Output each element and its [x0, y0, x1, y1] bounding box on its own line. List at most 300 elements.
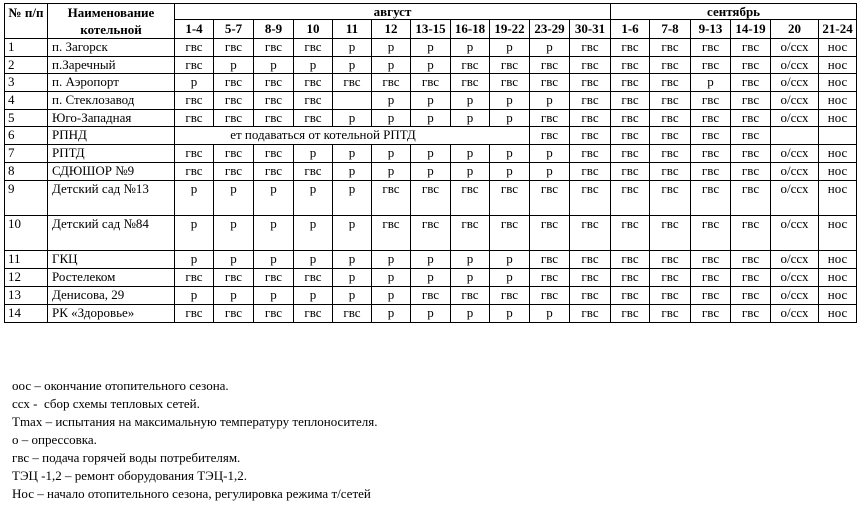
schedule-cell: гвс: [731, 74, 771, 92]
schedule-cell: гвс: [611, 127, 650, 145]
schedule-cell: р: [372, 163, 411, 181]
schedule-cell: р: [254, 57, 294, 74]
header-period: 12: [372, 20, 411, 39]
schedule-cell: р: [333, 110, 372, 127]
schedule-cell: нос: [819, 145, 857, 163]
schedule-cell: гвс: [294, 39, 333, 57]
schedule-cell: гвс: [731, 127, 771, 145]
schedule-cell: гвс: [611, 110, 650, 127]
schedule-cell: гвс: [175, 110, 214, 127]
boiler-name: Денисова, 29: [48, 287, 175, 305]
schedule-cell: о/ссх: [771, 74, 819, 92]
table-row: [5, 57, 857, 74]
schedule-cell: гвс: [214, 269, 254, 287]
schedule-cell: р: [411, 39, 451, 57]
schedule-cell: гвс: [570, 127, 611, 145]
row-number: 6: [5, 127, 48, 145]
schedule-cell: гвс: [611, 92, 650, 110]
schedule-cell: р: [490, 92, 530, 110]
schedule-cell: р: [372, 57, 411, 74]
header-period: 10: [294, 20, 333, 39]
legend-line: ссх - сбор схемы тепловых сетей.: [12, 396, 200, 411]
schedule-cell: гвс: [490, 181, 530, 216]
schedule-cell: гвс: [254, 92, 294, 110]
schedule-cell: гвс: [254, 269, 294, 287]
schedule-cell: гвс: [650, 287, 691, 305]
schedule-cell: р: [175, 216, 214, 251]
schedule-cell: р: [175, 287, 214, 305]
schedule-cell: гвс: [411, 216, 451, 251]
schedule-cell: гвс: [254, 110, 294, 127]
schedule-cell: р: [530, 92, 570, 110]
legend-line: Tmax – испытания на максимальную температуру теплоносителя.: [12, 414, 378, 429]
schedule-cell: нос: [819, 163, 857, 181]
schedule-cell: гвс: [611, 216, 650, 251]
schedule-cell: гвс: [650, 74, 691, 92]
schedule-cell: гвс: [372, 181, 411, 216]
schedule-cell: р: [294, 57, 333, 74]
schedule-cell: гвс: [175, 92, 214, 110]
schedule-cell: гвс: [731, 287, 771, 305]
schedule-cell: гвс: [451, 216, 490, 251]
schedule-cell: р: [411, 269, 451, 287]
schedule-cell: р: [372, 110, 411, 127]
schedule-cell: р: [530, 145, 570, 163]
schedule-cell: о/ссх: [771, 110, 819, 127]
legend-line: оос – окончание отопительного сезона.: [12, 378, 229, 393]
schedule-cell: гвс: [175, 145, 214, 163]
boiler-name: ГКЦ: [48, 251, 175, 269]
boiler-name: РПТД: [48, 145, 175, 163]
row-number: 2: [5, 57, 48, 74]
header-period: 16-18: [451, 20, 490, 39]
row-number: 12: [5, 269, 48, 287]
schedule-cell: гвс: [650, 181, 691, 216]
schedule-cell: гвс: [530, 216, 570, 251]
row-number: 10: [5, 216, 48, 251]
schedule-cell: гвс: [731, 145, 771, 163]
schedule-cell: р: [175, 74, 214, 92]
schedule-cell: гвс: [254, 305, 294, 323]
schedule-cell: о/ссх: [771, 269, 819, 287]
schedule-cell: гвс: [530, 251, 570, 269]
schedule-cell: гвс: [650, 251, 691, 269]
header-august: август: [175, 4, 611, 20]
header-period: 1-4: [175, 20, 214, 39]
schedule-cell: р: [490, 305, 530, 323]
schedule-cell: р: [451, 110, 490, 127]
schedule-cell: нос: [819, 287, 857, 305]
schedule-cell: гвс: [214, 110, 254, 127]
legend-line: гвс – подача горячей воды потребителям.: [12, 450, 241, 465]
row-number: 14: [5, 305, 48, 323]
header-period: 14-19: [731, 20, 771, 39]
boiler-name: СДЮШОР №9: [48, 163, 175, 181]
schedule-cell: р: [214, 57, 254, 74]
row-number: 7: [5, 145, 48, 163]
table-row: [5, 110, 857, 127]
schedule-cell: гвс: [570, 145, 611, 163]
schedule-cell: гвс: [175, 305, 214, 323]
schedule-cell: р: [254, 181, 294, 216]
schedule-cell: гвс: [530, 74, 570, 92]
schedule-cell: гвс: [451, 57, 490, 74]
row-number: 13: [5, 287, 48, 305]
schedule-cell: гвс: [333, 74, 372, 92]
schedule-cell: р: [175, 181, 214, 216]
header-period: 20: [771, 20, 819, 39]
schedule-cell: р: [372, 39, 411, 57]
schedule-cell: гвс: [214, 92, 254, 110]
table-row: [5, 287, 857, 305]
schedule-cell: гвс: [650, 57, 691, 74]
schedule-cell: о/ссх: [771, 57, 819, 74]
header-period: 23-29: [530, 20, 570, 39]
schedule-cell: гвс: [731, 163, 771, 181]
schedule-cell: гвс: [294, 110, 333, 127]
schedule-cell: [333, 92, 372, 110]
schedule-cell: р: [691, 74, 731, 92]
schedule-cell: гвс: [650, 269, 691, 287]
schedule-cell: гвс: [451, 74, 490, 92]
table-row: [5, 92, 857, 110]
schedule-cell: гвс: [731, 216, 771, 251]
schedule-cell: нос: [819, 74, 857, 92]
schedule-cell: гвс: [570, 74, 611, 92]
header-period: 11: [333, 20, 372, 39]
schedule-cell: гвс: [570, 269, 611, 287]
schedule-cell: р: [333, 163, 372, 181]
schedule-cell: гвс: [611, 305, 650, 323]
schedule-cell: р: [451, 145, 490, 163]
header-boiler-name: Наименование котельной: [48, 4, 175, 39]
row-number: 8: [5, 163, 48, 181]
schedule-cell: р: [294, 251, 333, 269]
boiler-name: РК «Здоровье»: [48, 305, 175, 323]
table-row: [5, 145, 857, 163]
schedule-cell: р: [490, 269, 530, 287]
schedule-cell: р: [333, 57, 372, 74]
schedule-cell: гвс: [691, 305, 731, 323]
schedule-cell: гвс: [294, 74, 333, 92]
schedule-cell: нос: [819, 39, 857, 57]
schedule-cell: р: [451, 269, 490, 287]
schedule-cell: р: [333, 251, 372, 269]
table-row: [5, 269, 857, 287]
schedule-cell: р: [490, 163, 530, 181]
schedule-cell: гвс: [490, 57, 530, 74]
schedule-cell: гвс: [214, 145, 254, 163]
schedule-cell: гвс: [570, 39, 611, 57]
schedule-cell: нос: [819, 216, 857, 251]
schedule-cell: гвс: [372, 74, 411, 92]
schedule-cell: гвс: [530, 57, 570, 74]
header-period: 21-24: [819, 20, 857, 39]
schedule-cell: гвс: [691, 145, 731, 163]
schedule-cell: гвс: [691, 181, 731, 216]
table-row: [5, 216, 857, 251]
legend-line: ТЭЦ -1,2 – ремонт оборудования ТЭЦ-1,2.: [12, 468, 247, 483]
schedule-cell: р: [451, 39, 490, 57]
schedule-cell: гвс: [731, 39, 771, 57]
schedule-cell: гвс: [691, 127, 731, 145]
header-period: 30-31: [570, 20, 611, 39]
schedule-cell: р: [294, 216, 333, 251]
schedule-cell: гвс: [611, 251, 650, 269]
schedule-cell: р: [214, 251, 254, 269]
schedule-cell: гвс: [254, 145, 294, 163]
schedule-cell: гвс: [490, 216, 530, 251]
schedule-cell: гвс: [731, 269, 771, 287]
schedule-cell: гвс: [490, 287, 530, 305]
schedule-cell: р: [530, 39, 570, 57]
schedule-cell: гвс: [731, 305, 771, 323]
schedule-cell: гвс: [691, 251, 731, 269]
header-period: 5-7: [214, 20, 254, 39]
schedule-cell: р: [530, 163, 570, 181]
table-row: [5, 74, 857, 92]
schedule-cell: р: [254, 287, 294, 305]
schedule-table: [4, 3, 857, 323]
schedule-cell: гвс: [451, 287, 490, 305]
header-september: сентябрь: [611, 4, 857, 20]
header-period: 8-9: [254, 20, 294, 39]
schedule-cell: р: [254, 251, 294, 269]
boiler-name: Юго-Западная: [48, 110, 175, 127]
schedule-cell: р: [294, 287, 333, 305]
row-number: 4: [5, 92, 48, 110]
schedule-cell: гвс: [650, 127, 691, 145]
schedule-cell: гвс: [294, 92, 333, 110]
row-number: 11: [5, 251, 48, 269]
schedule-cell: нос: [819, 57, 857, 74]
schedule-cell: гвс: [611, 269, 650, 287]
schedule-cell: р: [254, 216, 294, 251]
header-period: 9-13: [691, 20, 731, 39]
header-period: 19-22: [490, 20, 530, 39]
schedule-cell: гвс: [214, 305, 254, 323]
schedule-cell: гвс: [530, 269, 570, 287]
schedule-cell: нос: [819, 269, 857, 287]
schedule-cell: гвс: [650, 92, 691, 110]
schedule-cell: о/ссх: [771, 39, 819, 57]
schedule-cell: гвс: [731, 57, 771, 74]
schedule-cell: [771, 127, 819, 145]
row-number: 3: [5, 74, 48, 92]
schedule-cell: гвс: [650, 163, 691, 181]
schedule-cell: нос: [819, 92, 857, 110]
schedule-cell: гвс: [530, 127, 570, 145]
schedule-cell: р: [333, 39, 372, 57]
schedule-cell: гвс: [333, 305, 372, 323]
schedule-cell: р: [333, 145, 372, 163]
header-number: № п/п: [5, 4, 48, 39]
schedule-cell: гвс: [530, 287, 570, 305]
schedule-cell: гвс: [650, 110, 691, 127]
schedule-cell: гвс: [691, 163, 731, 181]
schedule-cell: гвс: [691, 287, 731, 305]
header-period: 13-15: [411, 20, 451, 39]
boiler-name: РПНД: [48, 127, 175, 145]
schedule-cell: р: [333, 287, 372, 305]
row-number: 9: [5, 181, 48, 216]
schedule-cell: р: [490, 110, 530, 127]
schedule-cell: гвс: [570, 110, 611, 127]
row-note: ет подаваться от котельной РПТД: [175, 127, 530, 145]
schedule-cell: гвс: [570, 163, 611, 181]
schedule-cell: гвс: [570, 251, 611, 269]
legend-line: о – опрессовка.: [12, 432, 97, 447]
schedule-cell: гвс: [530, 181, 570, 216]
schedule-cell: р: [294, 181, 333, 216]
schedule-cell: р: [451, 251, 490, 269]
schedule-cell: гвс: [411, 181, 451, 216]
schedule-cell: [819, 127, 857, 145]
schedule-cell: р: [333, 181, 372, 216]
schedule-cell: о/ссх: [771, 305, 819, 323]
schedule-cell: гвс: [691, 269, 731, 287]
schedule-cell: р: [175, 251, 214, 269]
schedule-cell: гвс: [294, 163, 333, 181]
schedule-cell: р: [490, 145, 530, 163]
schedule-cell: гвс: [611, 74, 650, 92]
table-row: [5, 39, 857, 57]
schedule-cell: гвс: [175, 39, 214, 57]
schedule-cell: гвс: [691, 92, 731, 110]
schedule-cell: гвс: [731, 181, 771, 216]
schedule-cell: р: [372, 305, 411, 323]
schedule-cell: гвс: [214, 39, 254, 57]
schedule-cell: гвс: [254, 39, 294, 57]
schedule-cell: р: [372, 251, 411, 269]
schedule-cell: р: [372, 145, 411, 163]
schedule-cell: гвс: [570, 181, 611, 216]
schedule-cell: р: [451, 92, 490, 110]
schedule-cell: р: [411, 305, 451, 323]
schedule-cell: гвс: [611, 181, 650, 216]
schedule-cell: гвс: [214, 163, 254, 181]
boiler-name: Ростелеком: [48, 269, 175, 287]
boiler-name: Детский сад №13: [48, 181, 175, 216]
schedule-cell: р: [411, 110, 451, 127]
schedule-cell: гвс: [650, 145, 691, 163]
schedule-cell: о/ссх: [771, 181, 819, 216]
schedule-cell: гвс: [731, 251, 771, 269]
schedule-cell: гвс: [731, 92, 771, 110]
header-period: 1-6: [611, 20, 650, 39]
schedule-cell: гвс: [175, 163, 214, 181]
boiler-name: п. Загорск: [48, 39, 175, 57]
schedule-cell: о/ссх: [771, 163, 819, 181]
schedule-cell: нос: [819, 181, 857, 216]
schedule-cell: р: [333, 216, 372, 251]
boiler-name: п. Аэропорт: [48, 74, 175, 92]
schedule-cell: гвс: [650, 39, 691, 57]
schedule-cell: р: [490, 39, 530, 57]
schedule-cell: р: [411, 251, 451, 269]
table-row: [5, 163, 857, 181]
schedule-cell: гвс: [570, 92, 611, 110]
schedule-cell: р: [411, 145, 451, 163]
schedule-cell: р: [214, 181, 254, 216]
schedule-cell: гвс: [372, 216, 411, 251]
schedule-cell: гвс: [691, 110, 731, 127]
schedule-cell: гвс: [214, 74, 254, 92]
schedule-cell: гвс: [611, 39, 650, 57]
schedule-cell: гвс: [691, 39, 731, 57]
row-number: 5: [5, 110, 48, 127]
schedule-cell: гвс: [490, 74, 530, 92]
schedule-cell: гвс: [254, 163, 294, 181]
schedule-cell: р: [372, 92, 411, 110]
schedule-cell: гвс: [530, 110, 570, 127]
boiler-name: п. Стеклозавод: [48, 92, 175, 110]
schedule-cell: о/ссх: [771, 145, 819, 163]
schedule-cell: р: [451, 163, 490, 181]
schedule-cell: гвс: [294, 269, 333, 287]
schedule-cell: гвс: [411, 287, 451, 305]
schedule-cell: гвс: [570, 305, 611, 323]
schedule-cell: гвс: [294, 305, 333, 323]
schedule-cell: о/ссх: [771, 251, 819, 269]
schedule-cell: р: [411, 163, 451, 181]
table-row: [5, 127, 857, 145]
schedule-cell: гвс: [611, 57, 650, 74]
schedule-cell: р: [214, 216, 254, 251]
schedule-cell: нос: [819, 305, 857, 323]
schedule-cell: гвс: [611, 145, 650, 163]
legend-line: Нос – начало отопительного сезона, регулировка режима т/сетей: [12, 486, 371, 501]
schedule-cell: гвс: [570, 57, 611, 74]
schedule-cell: р: [214, 287, 254, 305]
schedule-cell: гвс: [451, 181, 490, 216]
schedule-cell: р: [530, 305, 570, 323]
boiler-name: Детский сад №84: [48, 216, 175, 251]
legend: [12, 377, 377, 503]
schedule-cell: гвс: [691, 216, 731, 251]
schedule-cell: гвс: [731, 110, 771, 127]
schedule-cell: р: [490, 251, 530, 269]
schedule-cell: р: [372, 287, 411, 305]
schedule-cell: гвс: [175, 57, 214, 74]
schedule-cell: гвс: [254, 74, 294, 92]
schedule-cell: р: [451, 305, 490, 323]
schedule-cell: нос: [819, 110, 857, 127]
schedule-cell: р: [411, 57, 451, 74]
schedule-cell: р: [333, 269, 372, 287]
schedule-cell: гвс: [611, 163, 650, 181]
schedule-cell: гвс: [650, 305, 691, 323]
schedule-cell: р: [294, 145, 333, 163]
schedule-cell: о/ссх: [771, 92, 819, 110]
schedule-cell: гвс: [570, 287, 611, 305]
schedule-cell: о/ссх: [771, 287, 819, 305]
row-number: 1: [5, 39, 48, 57]
schedule-cell: о/ссх: [771, 216, 819, 251]
schedule-cell: гвс: [570, 216, 611, 251]
schedule-cell: р: [372, 269, 411, 287]
schedule-cell: гвс: [411, 74, 451, 92]
schedule-cell: гвс: [611, 287, 650, 305]
schedule-cell: гвс: [691, 57, 731, 74]
header-period: 7-8: [650, 20, 691, 39]
schedule-cell: р: [411, 92, 451, 110]
schedule-cell: нос: [819, 251, 857, 269]
table-row: [5, 305, 857, 323]
schedule-cell: гвс: [650, 216, 691, 251]
table-row: [5, 181, 857, 216]
table-row: [5, 251, 857, 269]
